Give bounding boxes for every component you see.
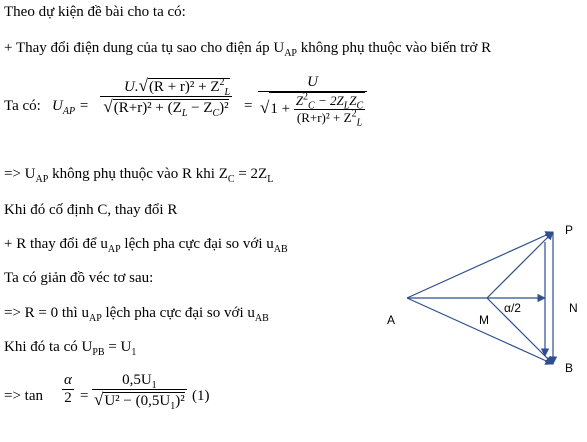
text-part: 0,5U [122,372,152,388]
text-part: = 2Z [234,166,268,182]
radicand [113,99,229,117]
radical-sign: √ [260,97,270,117]
subscript: 1 [170,401,176,412]
text-part: Khi đó ta có U [4,339,93,355]
intro-text: Theo dự kiện đề bài cho ta có: [4,4,186,20]
text-part: => R = 0 thì u [4,305,89,321]
subscript: C [356,100,364,112]
alpha-half-fraction [62,372,74,407]
subscript: C [308,100,315,112]
label-b: B [565,361,574,375]
radicand [269,91,365,129]
subscript: L [343,100,350,112]
tan-denominator [92,389,187,410]
superscript: 2 [303,91,309,103]
subscript: AP [35,174,49,185]
formula-lhs: $U_{AP}$ = [52,98,89,117]
vector-ap [407,232,553,298]
subscript: L [356,117,363,129]
label-a: A [387,313,396,327]
text-part: + Thay đổi điện dung của tụ sao cho điện áp U [4,40,285,56]
formula-prefix: => tan [4,388,43,404]
text-part: => U [4,166,36,182]
subscript: AB [273,244,288,255]
radical-sign: √ [103,97,113,116]
vector-mp [487,232,553,298]
formula-prefix: Ta có: [4,98,41,114]
inner-fraction-denominator [294,108,365,129]
var: Z [295,93,304,108]
superscript: 2 [351,108,357,120]
equals-sign: = [244,98,253,114]
fraction-1-denominator [100,96,232,117]
label-p: P [565,223,574,237]
text-line-5 [4,202,177,219]
label-m: M [479,313,489,327]
subscript: 1 [151,380,157,391]
subscript: AP [284,48,297,59]
subscript: L [224,87,231,98]
text-part: − 2Z [314,93,344,108]
text-part: − Z [187,100,213,116]
text-line-8 [4,305,269,322]
vector-diagram [387,220,587,380]
inner-fraction-numerator [294,91,365,112]
text-line-9 [4,339,136,356]
text-part: lệch pha cực đại so với u [101,305,255,321]
superscript: 2 [219,77,225,88]
tan-fraction [92,372,187,410]
subscript: L [181,108,188,119]
label-n: N [569,301,578,315]
inner-fraction [294,91,365,129]
var: U [52,98,63,114]
text-part: không phụ thuộc vào biến trở R [297,40,492,56]
text-part: (R + r)² + Z [148,79,220,95]
fraction-1 [100,76,232,117]
subscript: L [267,174,274,185]
subscript: AB [254,313,269,324]
text-part: 1 + [270,100,291,117]
subscript: AP [62,106,76,117]
text-line-1 [4,4,186,21]
text-part: = U [104,339,132,355]
fraction-2 [258,74,367,129]
text-line-7 [4,270,153,287]
var: Z [349,93,357,108]
radical-sign: √ [94,390,104,409]
var: U. [124,79,139,95]
text-part: + R thay đổi để u [4,236,108,252]
text-part: (R+r)² + (Z [113,100,182,116]
tan-numerator [92,372,187,389]
radicand [148,78,230,96]
fraction-2-denominator [258,91,367,129]
subscript: AP [107,244,121,255]
subscript: PB [92,347,105,358]
radicand [103,392,184,410]
label-angle: α/2 [504,301,521,315]
subscript: AP [88,313,102,324]
denominator: 2 [62,389,74,407]
text-part: )² [175,393,185,409]
text-part: Khi đó cố định C, thay đổi R [4,202,178,218]
text-part: (R+r)² + Z [296,110,352,125]
subscript: 1 [131,347,137,358]
fraction-2-numerator: U [307,74,319,90]
text-line-2 [4,40,491,57]
text-part: Ta có giản đồ véc tơ sau: [4,270,154,286]
text-part: U² − (0,5U [104,393,171,409]
fraction-1-numerator [100,76,232,96]
text-part: lệch pha cực đại so với u [120,236,274,252]
text-part: )² [219,100,229,116]
equals-sign: = [80,388,89,404]
radical-sign: √ [138,76,148,95]
text-line-6 [4,236,288,253]
vector-ab [407,298,553,364]
alpha-symbol: α [64,372,72,388]
text-line-4 [4,166,273,183]
subscript: C [212,108,220,119]
equation-label: (1) [192,388,210,404]
text-part: không phụ thuộc vào R khi Z [48,166,228,182]
subscript: C [227,174,235,185]
